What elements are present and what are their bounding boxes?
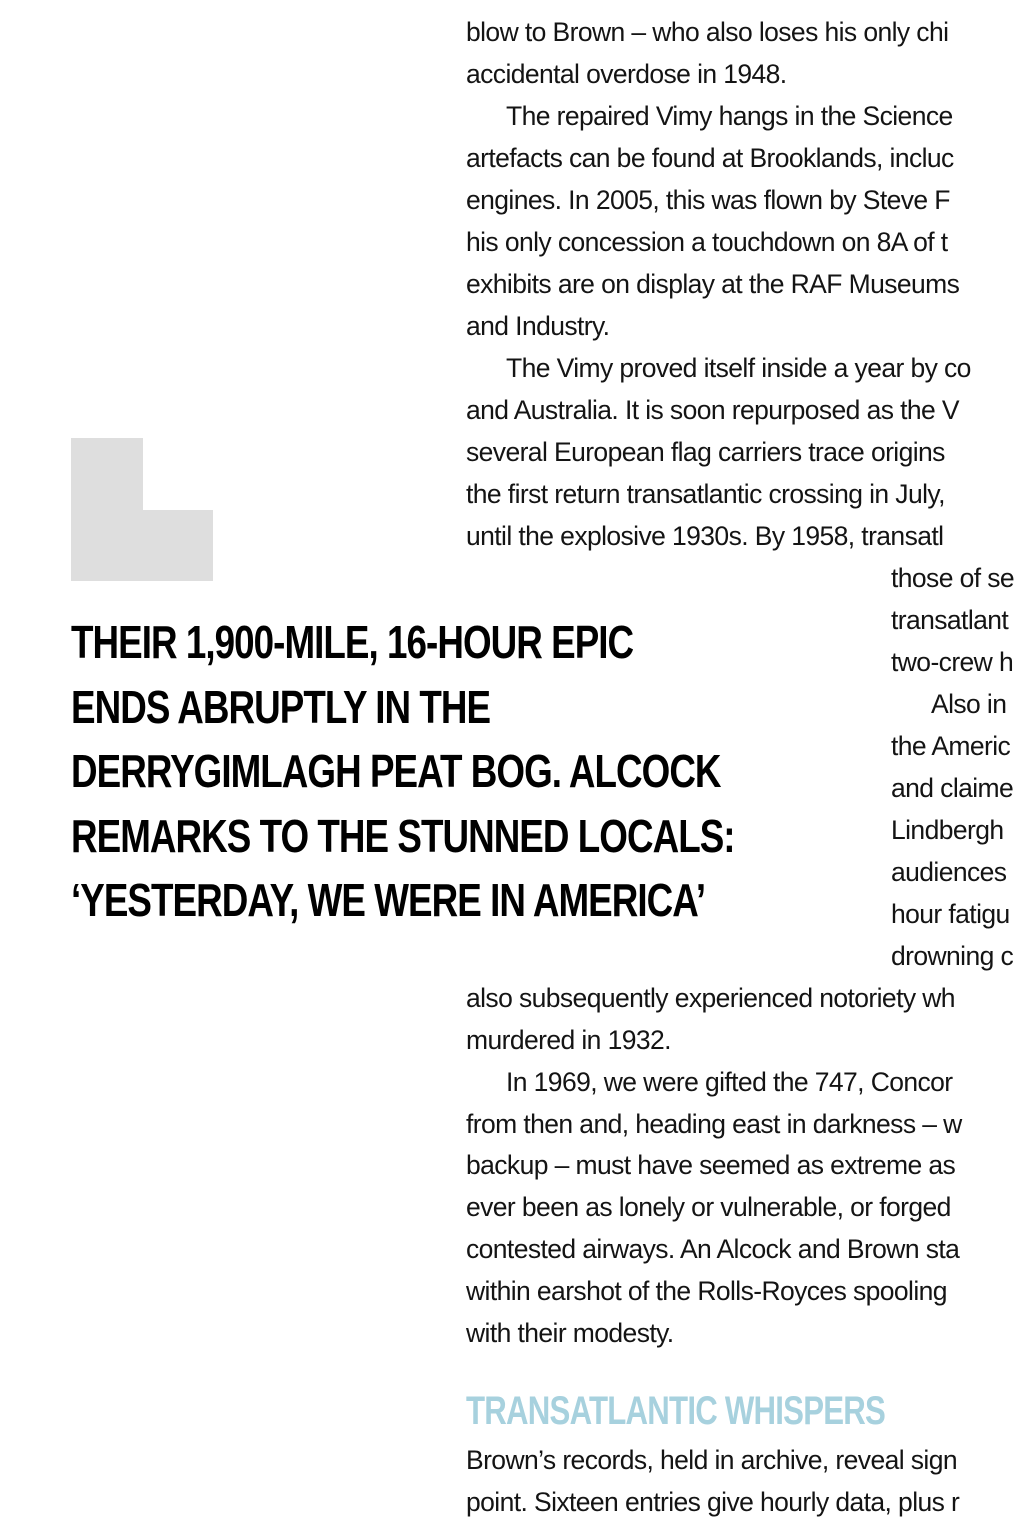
- body-line-narrow: those of se: [891, 563, 1015, 593]
- body-line: accidental overdose in 1948.: [466, 59, 787, 89]
- decorative-l-block: [71, 438, 213, 581]
- body-line: artefacts can be found at Brooklands, incluc: [466, 143, 954, 173]
- pull-quote-line: DERRYGIMLAGH PEAT BOG. ALCOCK: [71, 745, 721, 797]
- pull-quote-line: REMARKS TO THE STUNNED LOCALS:: [71, 809, 735, 862]
- body-line: backup – must have seemed as extreme as: [466, 1150, 956, 1180]
- body-line: and Australia. It is soon repurposed as the V: [466, 395, 960, 425]
- body-line-narrow: hour fatigu: [891, 899, 1010, 929]
- body-line: engines. In 2005, this was flown by Steve F: [466, 185, 950, 215]
- body-line-narrow: two-crew h: [891, 647, 1014, 677]
- body-line: exhibits are on display at the RAF Museums: [466, 269, 960, 299]
- body-line: within earshot of the Rolls-Royces spooling: [466, 1276, 947, 1306]
- body-line: his only concession a touchdown on 8A of t: [466, 227, 948, 257]
- body-line: until the explosive 1930s. By 1958, transatl: [466, 521, 944, 551]
- pull-quote-line: ‘YESTERDAY, WE WERE IN AMERICA’: [71, 874, 706, 926]
- body-line: murdered in 1932.: [466, 1025, 671, 1055]
- section-heading: TRANSATLANTIC WHISPERS: [466, 1389, 886, 1433]
- body-line: also subsequently experienced notoriety wh: [466, 983, 955, 1013]
- body-line: The Vimy proved itself inside a year by co: [506, 353, 971, 383]
- pull-quote: [71, 610, 851, 933]
- body-line: point. Sixteen entries give hourly data, plus r: [466, 1487, 960, 1517]
- body-line: and Industry.: [466, 311, 610, 341]
- body-line: blow to Brown – who also loses his only chi: [466, 17, 949, 47]
- pull-quote-line: THEIR 1,900-MILE, 16-HOUR EPIC: [71, 616, 634, 668]
- pull-quote-line: ENDS ABRUPTLY IN THE: [71, 680, 491, 733]
- body-line: In 1969, we were gifted the 747, Concor: [506, 1067, 953, 1097]
- body-line: ever been as lonely or vulnerable, or forged: [466, 1192, 951, 1222]
- body-line: with their modesty.: [466, 1318, 674, 1348]
- body-line-narrow: transatlant: [891, 605, 1009, 635]
- body-line: The repaired Vimy hangs in the Science: [506, 101, 953, 131]
- body-line: the first return transatlantic crossing in July,: [466, 479, 945, 509]
- body-line: Brown’s records, held in archive, reveal sign: [466, 1445, 957, 1475]
- body-line: several European flag carriers trace origins: [466, 437, 945, 467]
- body-line-narrow: Lindbergh: [891, 815, 1004, 845]
- body-line: contested airways. An Alcock and Brown sta: [466, 1234, 960, 1264]
- body-line-narrow: audiences: [891, 857, 1007, 887]
- body-line: from then and, heading east in darkness – w: [466, 1109, 962, 1139]
- body-line-narrow: drowning c: [891, 941, 1014, 971]
- body-line-narrow: the Americ: [891, 731, 1011, 761]
- body-line-narrow: Also in: [931, 689, 1007, 719]
- body-line-narrow: and claime: [891, 773, 1014, 803]
